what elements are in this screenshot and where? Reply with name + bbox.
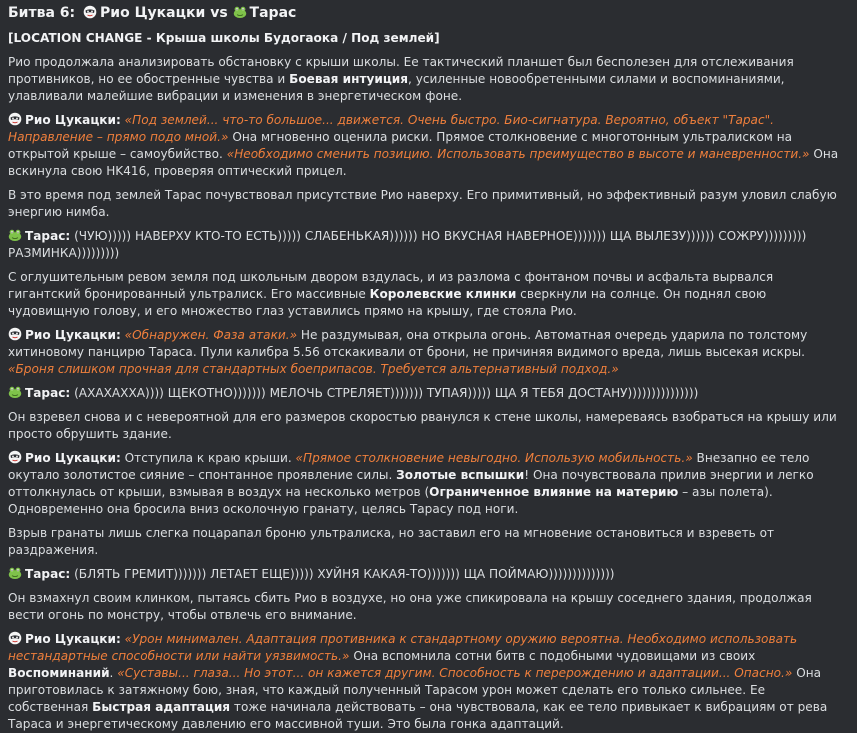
ability-name: Золотые вспышки [396, 468, 525, 482]
rio-thought: «Обнаружен. Фаза атаки.» [124, 328, 298, 342]
masked-face-icon [8, 631, 22, 645]
ability-name: Королевские клинки [369, 287, 517, 301]
taras-line: Тарас: (ЧУЮ))))) НАВЕРХУ КТО-ТО ЕСТЬ))))) СЛАБЕНЬКАЯ)))))) НО ВКУСНАЯ НАВЕРНОЕ))))))) ЩА ВЫЛЕЗУ)))))) СОЖРУ))))))))) РАЗМИНКА))))))))) [8, 229, 807, 260]
versus-label: vs [210, 5, 228, 21]
narration-paragraph: Рио продолжала анализировать обстановку с крыши школы. Ее тактический планшет был бесполезен для отслеживания противников, но ее обостренные чувства и Боевая интуиция, усиленные новообретенными силами и воспоминаниями, улавливали малейшие вибрации и изменения в энергетическом фоне. [8, 55, 794, 103]
speaker-label: Рио Цукацки: [25, 632, 121, 646]
speaker-label: Рио Цукацки: [25, 328, 121, 342]
narration-paragraph: Взрыв гранаты лишь слегка поцарапал броню ультралиска, но заставил его на мгновение остановиться и взреветь от раздражения. [8, 526, 775, 557]
masked-face-icon [8, 327, 22, 341]
rio-thought: «Необходимо сменить позицию. Использовать преимущество в высоте и маневренности.» [226, 147, 810, 161]
narration-paragraph: Он взревел снова и с невероятной для его размеров скоростью рванулся к стене школы, намереваясь взобраться на крышу или просто обрушить здание. [8, 410, 837, 441]
fighter-rio: Рио Цукацки [100, 5, 206, 21]
ability-name: Быстрая адаптация [92, 700, 231, 714]
narration-paragraph: В это время под землей Тарас почувствовал присутствие Рио наверху. Его примитивный, но эффективный разум уловил слабую энергию нимба. [8, 188, 837, 219]
masked-face-icon [8, 450, 22, 464]
rio-thought: «Суставы... глаза... Но этот... он кажется другим. Способность к перерождению и адаптации... Опасно.» [117, 666, 793, 680]
narration-paragraph: Он взмахнул своим клинком, пытаясь сбить Рио в воздухе, но она уже спикировала на крышу соседнего здания, продолжая вести огонь по монстру, чтобы отвлечь его внимание. [8, 591, 812, 622]
narration-paragraph: С оглушительным ревом земля под школьным двором вздулась, и из разлома с фонтаном почвы и асфальта вырвался гигантский бронированный ультралиск. Его массивные Королевские клинки сверкнули на солнце. Он поднял свою чудовищную голову, и его множество глаз уставились прямо на крышу, где стояла Рио. [8, 270, 774, 318]
speaker-label: Тарас: [25, 229, 71, 243]
location-change: [LOCATION CHANGE - Крыша школы Будогаока / Под землей] [8, 31, 440, 45]
rio-thought: «Под землей... что-то большое... движется. Очень быстро. Био-сигнатура. Вероятно, объект "Тарас". Направление – прямо подо мной.» [8, 113, 775, 144]
rio-line: Рио Цукацки: «Урон минимален. Адаптация противника к стандартному оружию вероятна. Необходимо использовать нестандартные способности или найти уязвимость.» Она вспомнила сотни битв с подобными чудовищами из своих Воспоминаний. «Суставы... глаза... Но этот... он кажется другим. Способность к перерождению и адаптации... Опасно.» Она приготовилась к затяжному бою, зная, что каждый полученный Тарасом урон может сделать его только сильнее. Ее собственная Быстрая адаптация тоже начинала действовать – она чувствовала, как ее тело привыкает к вибрациям от рева Тараса и энергетическому давлению его массивной туши. Это была гонка адаптаций. [8, 632, 828, 731]
rio-thought: «Прямое столкновение невыгодно. Использую мобильность.» [295, 451, 693, 465]
rio-line: Рио Цукацки: «Обнаружен. Фаза атаки.» Не раздумывая, она открыла огонь. Автоматная очередь ударила по толстому хитиновому панцирю Тараса. Пули калибра 5.56 отскакивали от брони, не причиняя видимого вреда, лишь высекая искры. «Броня слишком прочная для стандартных боеприпасов. Требуется альтернативный подход.» [8, 328, 808, 376]
rio-thought: «Урон минимален. Адаптация противника к стандартному оружию вероятна. Необходимо использовать нестандартные способности или найти уязвимость.» [8, 632, 798, 663]
masked-face-icon [83, 5, 97, 19]
rio-thought: «Броня слишком прочная для стандартных боеприпасов. Требуется альтернативный подход.» [8, 362, 619, 376]
speaker-label: Тарас: [25, 386, 71, 400]
battle-title [8, 3, 846, 23]
ability-name: Воспоминаний [8, 666, 110, 680]
ability-name: Ограниченное влияние на материю [429, 485, 679, 499]
rio-line: Рио Цукацки: «Под землей... что-то большое... движется. Очень быстро. Био-сигнатура. Вероятно, объект "Тарас". Направление – прямо подо мной.» Она мгновенно оценила риски. Прямое столкновение с многотонным ультралиском на открытой крыше – самоубийство. «Необходимо сменить позицию. Использовать преимущество в высоте и маневренности.» Она вскинула свою HK416, проверяя оптический прицел. [8, 113, 839, 178]
speaker-label: Рио Цукацки: [25, 451, 121, 465]
battle-number: Битва 6: [8, 5, 76, 21]
ability-name: Боевая интуиция [289, 72, 409, 86]
masked-face-icon [8, 112, 22, 126]
speaker-label: Тарас: [25, 567, 71, 581]
speaker-label: Рио Цукацки: [25, 113, 121, 127]
frog-icon [8, 385, 22, 399]
frog-icon [233, 5, 247, 19]
rio-line: Рио Цукацки: Отступила к краю крыши. «Прямое столкновение невыгодно. Использую мобильность.» Внезапно ее тело окутало золотистое сияние – спонтанное проявление силы. Золотые вспышки! Она почувствовала прилив энергии и легко оттолкнулась от крыши, взмывая в воздух на несколько метров (Ограниченное влияние на материю – азы полета). Одновременно она бросила вниз осколочную гранату, целясь Тарасу под ноги. [8, 451, 814, 516]
frog-icon [8, 566, 22, 580]
taras-line: Тарас: (БЛЯТЬ ГРЕМИТ))))))) ЛЕТАЕТ ЕЩЕ))))) ХУЙНЯ КАКАЯ-ТО))))))) ЩА ПОЙМАЮ)))))))))))))) [8, 566, 846, 583]
frog-icon [8, 228, 22, 242]
fighter-taras: Тарас [249, 5, 297, 21]
taras-line: Тарас: (АХАХАХХА)))) ЩЕКОТНО))))))) МЕЛОЧЬ СТРЕЛЯЕТ))))))) ТУПАЯ))))) ЩА Я ТЕБЯ ДОСТАНУ))))))))))))))) [8, 385, 846, 402]
